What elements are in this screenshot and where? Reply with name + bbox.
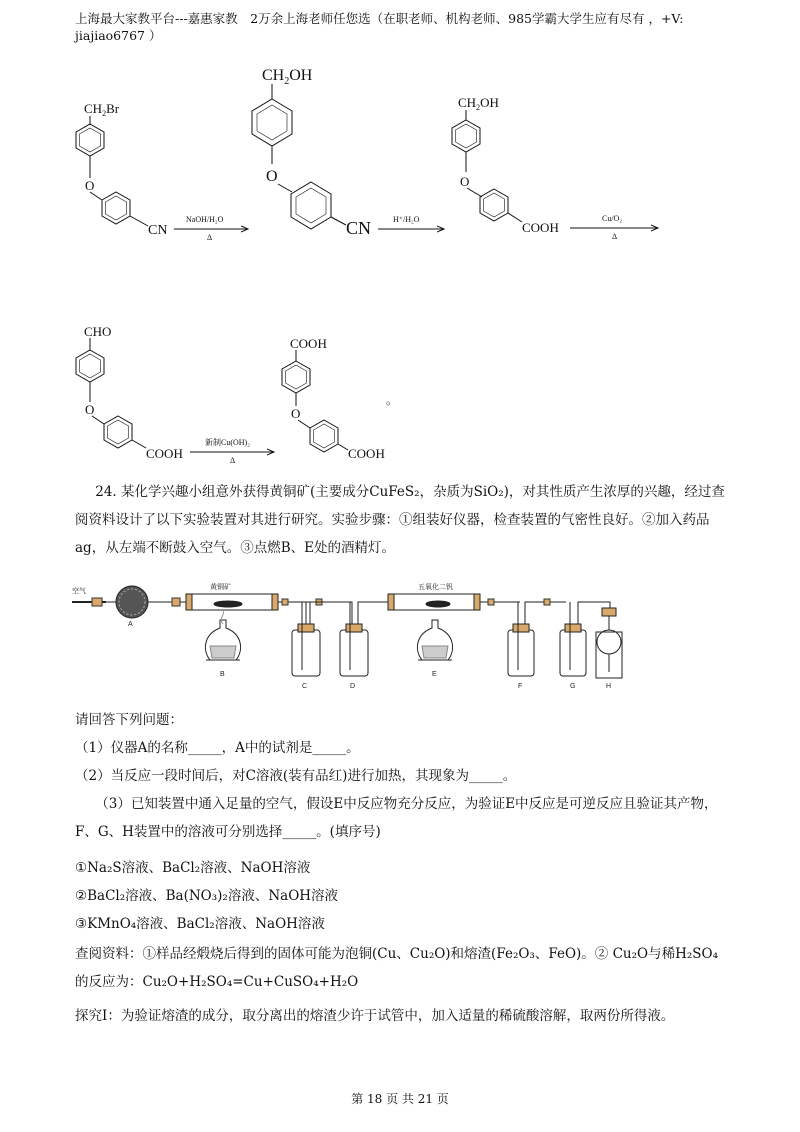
letter-b: B [220, 671, 225, 678]
apparatus-diagram [70, 580, 670, 700]
prompt: 请回答下列问题： [75, 712, 183, 728]
letter-a: A [128, 621, 133, 628]
letter-d: D [350, 683, 356, 690]
option-3: ③KMnO₄溶液、BaCl₂溶液、NaOH溶液 [75, 916, 325, 932]
letter-f: F [518, 683, 523, 690]
reagent-cuoh2: 新制Cu(OH)₂ [205, 438, 251, 447]
compound4-cho: CHO [84, 324, 112, 339]
absorber-h [596, 608, 622, 678]
compound2-cn: CN [346, 218, 372, 238]
compound3-ch2oh: $CH_2OH$ [458, 95, 499, 112]
compound2-oxygen: O [266, 168, 278, 185]
compound-diacid [282, 336, 385, 461]
letter-g: G [570, 683, 576, 690]
tube2-label: 五氧化二钒 [418, 584, 453, 591]
reagent-naoh: NaOH/H₂O [186, 215, 224, 224]
reagent-cu-o2: Cu/O₂ [602, 214, 623, 223]
compound-benzyl-alcohol-acid [452, 95, 559, 235]
compound3-oxygen: O [460, 174, 470, 189]
compound5-oxygen: O [291, 406, 301, 421]
compound-aldehyde-acid [76, 324, 183, 461]
compound2-ch2oh: $CH_2OH$ [262, 67, 313, 87]
compound4-oxygen: O [85, 402, 95, 417]
compound5-cooh-top: COOH [290, 336, 327, 351]
question-3: （3）已知装置中通入足量的空气，假设E中反应物充分反应，为验证E中反应是可逆反应且验证其产物，F、G、H装置中的溶液可分别选择_____。(填序号) [75, 796, 718, 840]
tube1-label: 黄铜矿 [210, 584, 231, 591]
catalyst-tube-e [388, 582, 480, 660]
heat-1: Δ [207, 233, 213, 242]
scheme-end-mark: 。 [386, 393, 399, 407]
apparatus-letters [128, 621, 611, 690]
letter-h: H [606, 683, 612, 690]
reagent-acid: H⁺/H₂O [393, 215, 420, 224]
heat-3: Δ [612, 232, 618, 241]
heat-4: Δ [230, 456, 236, 465]
compound4-cooh: COOH [146, 446, 183, 461]
page-header: 上海最大家教平台---嘉惠家教 2万余上海老师任您选（在职老师、机构老师、985学霸大学生应有尽有 ，+V: jiajiao6767 ） [75, 11, 684, 43]
question-24-intro: 24. 某化学兴趣小组意外获得黄铜矿(主要成分CuFeS₂，杂质为SiO₂)，对其性质产生浓厚的兴趣，经过查阅资料设计了以下实验装置对其进行研究。实验步骤：①组装好仪器，检查装置的气密性良好。②加入药品ag，从左端不断鼓入空气。③点燃B、E处的酒精灯。 [75, 484, 725, 556]
bottle-d [340, 602, 392, 676]
compound3-cooh: COOH [522, 220, 559, 235]
option-1: ①Na₂S溶液、BaCl₂溶液、NaOH溶液 [75, 860, 311, 876]
air-label: 空气 [72, 588, 86, 595]
compound1-ch2br: $CH_2Br$ [84, 101, 120, 118]
option-2: ②BaCl₂溶液、Ba(NO₃)₂溶液、NaOH溶液 [75, 888, 339, 904]
compound-benzyl-bromide [76, 101, 167, 238]
compound-benzyl-alcohol-nitrile [252, 67, 371, 238]
question-1: （1）仪器A的名称_____，A中的试剂是_____。 [75, 740, 360, 756]
reference-info: 查阅资料：①样品经煅烧后得到的固体可能为泡铜(Cu、Cu₂O)和熔渣(Fe₂O₃、FeO)。② Cu₂O与稀H₂SO₄的反应为：Cu₂O+H₂SO₄=Cu+CuSO₄+H₂O [75, 946, 718, 990]
letter-c: C [302, 683, 308, 690]
bottle-f [508, 599, 566, 676]
letter-e: E [432, 671, 437, 678]
drying-tube-a [104, 586, 180, 618]
page-footer: 第 18 页 共 21 页 [351, 1092, 449, 1106]
question-2: （2）当反应一段时间后，对C溶液(装有品红)进行加热，其现象为_____。 [75, 768, 517, 784]
compound5-cooh-bottom: COOH [348, 446, 385, 461]
compound1-cn: CN [148, 223, 168, 238]
exploration-1: 探究Ⅰ：为验证熔渣的成分，取分离出的熔渣少许于试管中，加入适量的稀硫酸溶解，取两份所得液。 [75, 1008, 675, 1024]
compound1-oxygen: O [85, 178, 95, 193]
combustion-tube-b [180, 582, 278, 660]
